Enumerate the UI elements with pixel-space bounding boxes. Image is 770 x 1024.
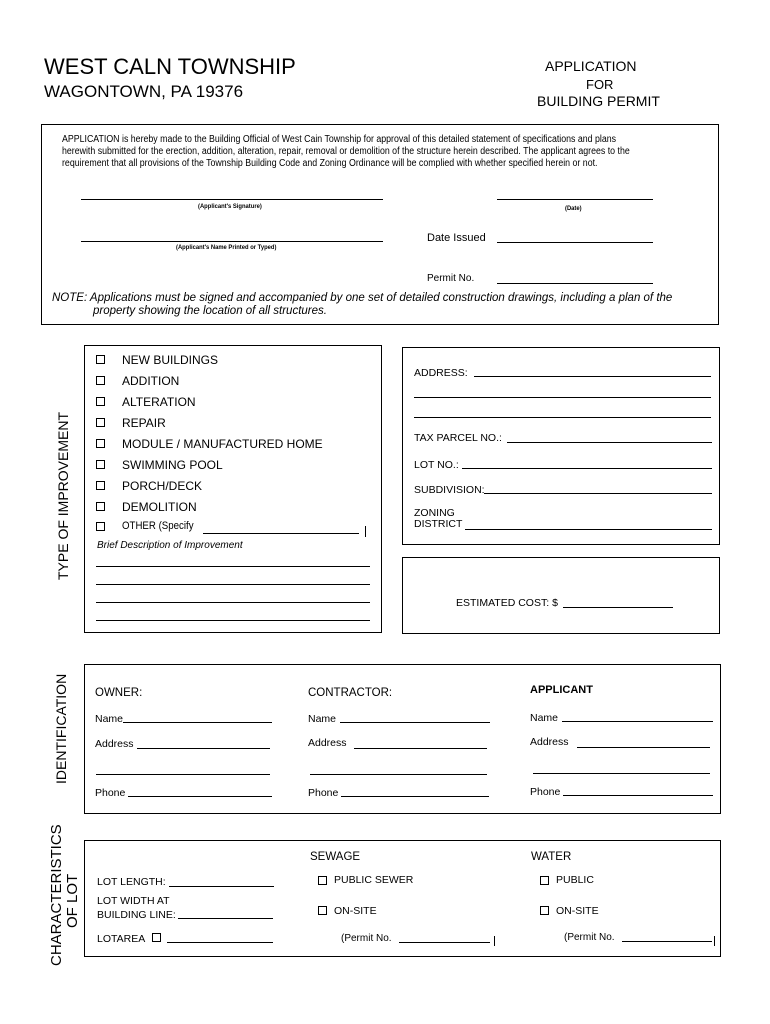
lot-no-field[interactable]: [462, 468, 712, 469]
lot-area-checkbox[interactable]: [152, 933, 161, 942]
date-issued-field[interactable]: [497, 242, 653, 243]
option-module-home: MODULE / MANUFACTURED HOME: [122, 437, 323, 451]
applicant-address-field-2[interactable]: [533, 773, 710, 774]
of-lot-label: OF LOT: [64, 873, 81, 928]
lot-area-label: LOTAREA: [97, 933, 146, 945]
contractor-name-field[interactable]: [340, 722, 490, 723]
contractor-header: CONTRACTOR:: [308, 687, 393, 699]
form-title-line1: APPLICATION: [545, 58, 637, 74]
description-line-2[interactable]: [96, 584, 370, 585]
owner-name-label: Name: [95, 713, 124, 725]
water-permit-label: (Permit No.: [564, 932, 615, 943]
address-field-1[interactable]: [474, 376, 711, 377]
lot-width-label2: BUILDING LINE:: [97, 909, 176, 921]
identification-label: IDENTIFICATION: [53, 673, 69, 784]
contractor-name-label: Name: [308, 713, 337, 725]
description-line-1[interactable]: [96, 566, 370, 567]
checkbox-new-buildings[interactable]: [96, 355, 105, 364]
checkbox-sewage-onsite[interactable]: [318, 906, 327, 915]
identification-box: [84, 664, 721, 814]
checkbox-addition[interactable]: [96, 376, 105, 385]
tax-parcel-label: TAX PARCEL NO.:: [414, 432, 502, 444]
option-swimming-pool: SWIMMING POOL: [122, 458, 223, 472]
applicant-phone-label: Phone: [530, 786, 561, 798]
lot-length-field[interactable]: [169, 886, 274, 887]
contractor-address-field-1[interactable]: [354, 748, 487, 749]
address-label: ADDRESS:: [414, 367, 468, 379]
contractor-address-label: Address: [308, 737, 347, 749]
owner-phone-label: Phone: [95, 787, 126, 799]
lot-box: [84, 840, 721, 957]
checkbox-public-sewer[interactable]: [318, 876, 327, 885]
owner-address-field-1[interactable]: [137, 748, 270, 749]
declaration-line1: APPLICATION is hereby made to the Building Official of West Cain Township for approval of this detailed statement of specifications and plans: [62, 134, 617, 145]
option-other: OTHER (Specify: [122, 520, 194, 532]
printed-name-label: (Applicant's Name Printed or Typed): [176, 244, 277, 251]
applicant-phone-field[interactable]: [563, 795, 713, 796]
declaration-line2: herewith submitted for the erection, addition, alteration, repair, removal or demolition of the structure herein described. The applicant agrees to the: [62, 146, 630, 157]
permit-no-field[interactable]: [497, 283, 653, 284]
subdivision-label: SUBDIVISION:: [414, 484, 485, 496]
contractor-address-field-2[interactable]: [310, 774, 487, 775]
estimated-cost-box: [402, 557, 720, 634]
applicant-name-field[interactable]: [562, 721, 713, 722]
sewage-permit-close-mark: [494, 936, 495, 946]
lot-length-label: LOT LENGTH:: [97, 876, 166, 888]
permit-no-label: Permit No.: [427, 273, 475, 284]
option-demolition: DEMOLITION: [122, 500, 197, 514]
applicant-address-label: Address: [530, 736, 569, 748]
address-field-3[interactable]: [414, 417, 711, 418]
estimated-cost-field[interactable]: [563, 607, 673, 608]
date-field[interactable]: [497, 199, 653, 200]
checkbox-demolition[interactable]: [96, 502, 105, 511]
checkbox-alteration[interactable]: [96, 397, 105, 406]
address-field-2[interactable]: [414, 397, 711, 398]
district-label: DISTRICT: [414, 518, 463, 530]
checkbox-porch-deck[interactable]: [96, 481, 105, 490]
contractor-phone-field[interactable]: [341, 796, 489, 797]
type-of-improvement-label: TYPE OF IMPROVEMENT: [55, 411, 71, 580]
declaration-line3: requirement that all provisions of the Township Building Code and Zoning Ordinance will be complied with whether specified herein or not.: [62, 158, 598, 169]
estimated-cost-label: ESTIMATED COST: $: [456, 597, 558, 609]
checkbox-public-water[interactable]: [540, 876, 549, 885]
sewage-onsite-label: ON-SITE: [334, 905, 377, 917]
other-close-mark: [365, 526, 366, 537]
description-line-3[interactable]: [96, 602, 370, 603]
description-line-4[interactable]: [96, 620, 370, 621]
applicant-name-label: Name: [530, 712, 559, 724]
form-title-line3: BUILDING PERMIT: [537, 93, 660, 109]
option-new-buildings: NEW BUILDINGS: [122, 353, 219, 367]
sewage-permit-field[interactable]: [399, 942, 490, 943]
checkbox-module-home[interactable]: [96, 439, 105, 448]
checkbox-water-onsite[interactable]: [540, 906, 549, 915]
lot-width-field[interactable]: [178, 918, 273, 919]
brief-description-label: Brief Description of Improvement: [97, 540, 243, 551]
township-name: WEST CALN TOWNSHIP: [44, 54, 296, 79]
owner-address-field-2[interactable]: [96, 774, 270, 775]
option-repair: REPAIR: [122, 416, 166, 430]
water-permit-close-mark: [714, 936, 715, 946]
sewage-header: SEWAGE: [310, 851, 361, 863]
signature-label: (Applicant's Signature): [198, 203, 262, 210]
public-sewer-label: PUBLIC SEWER: [334, 874, 414, 886]
other-specify-field[interactable]: [203, 533, 359, 534]
characteristics-label: CHARACTERISTICS: [48, 824, 65, 966]
zoning-district-field[interactable]: [465, 529, 712, 530]
note-line2: property showing the location of all structures.: [93, 305, 327, 317]
date-label: (Date): [565, 205, 582, 212]
printed-name-field[interactable]: [81, 241, 383, 242]
owner-header: OWNER:: [95, 687, 143, 699]
contractor-phone-label: Phone: [308, 787, 339, 799]
water-onsite-label: ON-SITE: [556, 905, 599, 917]
tax-parcel-field[interactable]: [507, 442, 712, 443]
applicant-address-field-1[interactable]: [577, 747, 710, 748]
applicant-header: APPLICANT: [530, 684, 593, 696]
checkbox-repair[interactable]: [96, 418, 105, 427]
option-addition: ADDITION: [122, 374, 180, 388]
owner-name-field[interactable]: [123, 722, 272, 723]
lot-width-label1: LOT WIDTH AT: [97, 895, 170, 907]
checkbox-other[interactable]: [96, 522, 105, 531]
subdivision-field[interactable]: [484, 493, 712, 494]
water-header: WATER: [531, 851, 572, 863]
sewage-permit-label: (Permit No.: [341, 933, 392, 944]
public-water-label: PUBLIC: [556, 874, 594, 886]
form-title-line2: FOR: [586, 77, 614, 92]
owner-phone-field[interactable]: [128, 796, 272, 797]
note-line1: NOTE: Applications must be signed and accompanied by one set of detailed construction drawings, including a plan of the: [52, 292, 673, 304]
township-location: WAGONTOWN, PA 19376: [44, 82, 244, 101]
lot-no-label: LOT NO.:: [414, 459, 459, 471]
water-permit-field[interactable]: [622, 941, 712, 942]
owner-address-label: Address: [95, 738, 134, 750]
zoning-label: ZONING: [414, 507, 455, 519]
date-issued-label: Date Issued: [427, 232, 486, 244]
option-porch-deck: PORCH/DECK: [122, 479, 203, 493]
option-alteration: ALTERATION: [122, 395, 196, 409]
lot-area-field[interactable]: [167, 942, 273, 943]
signature-field[interactable]: [81, 199, 383, 200]
checkbox-swimming-pool[interactable]: [96, 460, 105, 469]
